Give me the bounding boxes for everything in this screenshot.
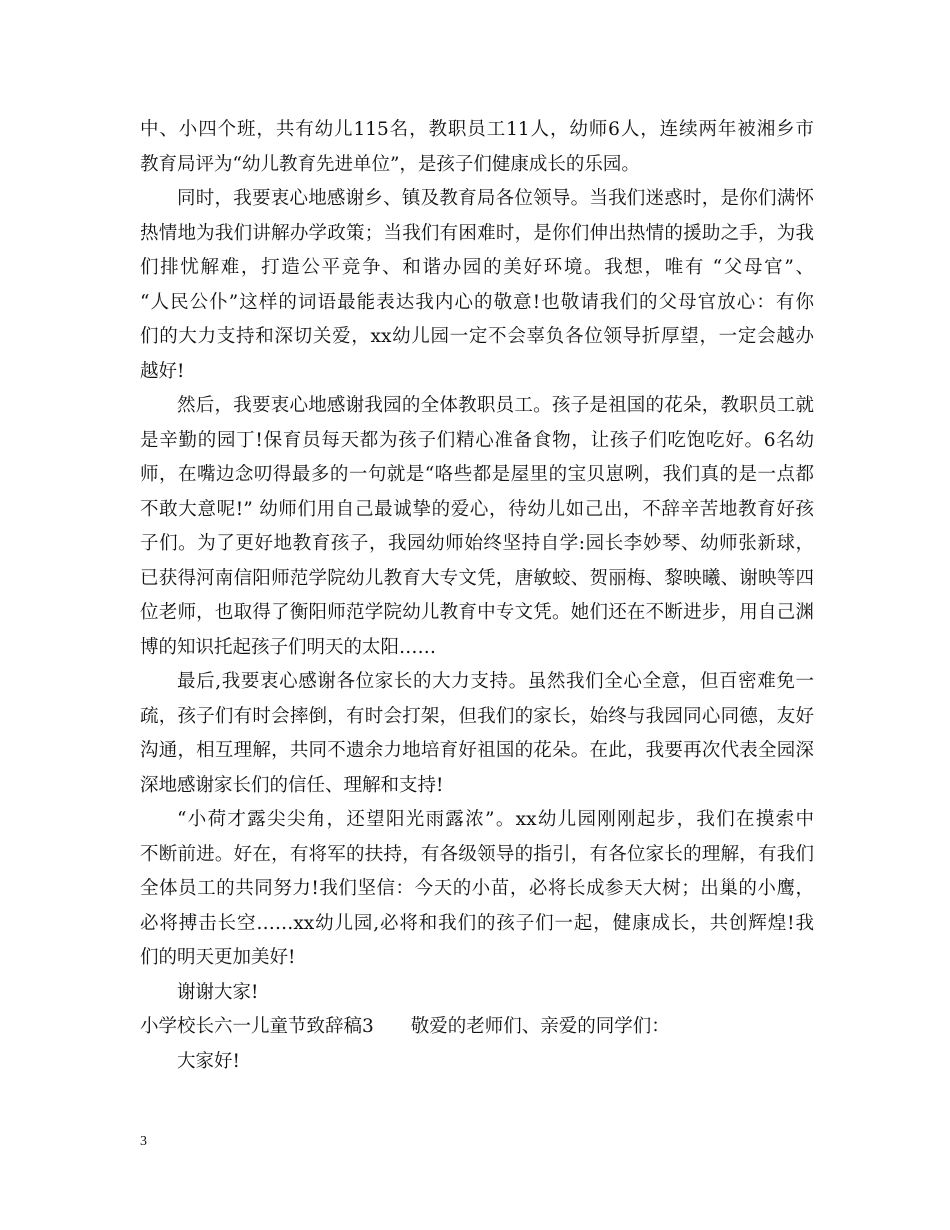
text-line: 已获得河南信阳师范学院幼儿教育大专文凭，唐敏蛟、贺丽梅、黎映曦、谢映等四 bbox=[140, 567, 814, 589]
text-line: 们排忧解难，打造公平竞争、和谐办园的美好环境。我想，唯有 “父母官”、 bbox=[140, 257, 814, 278]
text-line: 中、小四个班，共有幼儿115名，教职员工11人，幼师6人，连续两年被湘乡市 bbox=[140, 119, 814, 140]
text-line: 们的明天更加美好! bbox=[140, 947, 296, 968]
text-line: 深地感谢家长们的信任、理解和支持! bbox=[140, 774, 444, 796]
text-line: 谢谢大家! bbox=[177, 981, 259, 1003]
text-line: 是辛勤的园丁!保育员每天都为孩子们精心准备食物，让孩子们吃饱吃好。6名幼 bbox=[140, 429, 814, 451]
text-line: 越好! bbox=[140, 360, 185, 382]
text-line: “人民公仆”这样的词语最能表达我内心的敬意!也敬请我们的父母官放心：有你 bbox=[140, 291, 814, 313]
text-line: “小荷才露尖尖角，还望阳光雨露浓”。xx幼儿园刚刚起步，我们在摸索中 bbox=[177, 809, 814, 830]
text-line: 位老师，也取得了衡阳师范学院幼儿教育中专文凭。她们还在不断进步，用自己渊 bbox=[140, 602, 814, 623]
text-line: 教育局评为“幼儿教育先进单位”，是孩子们健康成长的乐园。 bbox=[140, 153, 640, 175]
text-line: 大家好! bbox=[177, 1050, 240, 1072]
text-line: 同时，我要衷心地感谢乡、镇及教育局各位领导。当我们迷惑时，是你们满怀 bbox=[177, 188, 814, 209]
document-body bbox=[140, 113, 814, 1079]
text-line: 全体员工的共同努力!我们坚信：今天的小苗，必将长成参天大树；出巢的小鹰， bbox=[140, 878, 815, 899]
text-line: 热情地为我们讲解办学政策；当我们有困难时，是你们伸出热情的援助之手，为我 bbox=[140, 222, 814, 244]
text-line: 不敢大意呢!” 幼师们用自己最诚挚的爱心，待幼儿如己出，不辞辛苦地教育好孩 bbox=[140, 498, 814, 520]
text-line: 沟通，相互理解，共同不遗余力地培育好祖国的花朵。在此，我要再次代表全园深 bbox=[140, 740, 814, 761]
text-line: 师，在嘴边念叨得最多的一句就是“咯些都是屋里的宝贝崽咧，我们真的是一点都 bbox=[140, 464, 814, 485]
text-line: 们的大力支持和深切关爱，xx幼儿园一定不会辜负各位领导折厚望，一定会越办 bbox=[140, 326, 814, 347]
text-line: 然后，我要衷心地感谢我园的全体教职员工。孩子是祖国的花朵，教职员工就 bbox=[177, 395, 814, 416]
text-line: 博的知识托起孩子们明天的太阳…… bbox=[140, 636, 437, 658]
page-number: 3 bbox=[140, 1134, 147, 1149]
text-line: 疏，孩子们有时会摔倒，有时会打架，但我们的家长，始终与我园同心同德，友好 bbox=[140, 705, 814, 727]
text-line: 不断前进。好在，有将军的扶持，有各级领导的指引，有各位家长的理解，有我们 bbox=[140, 843, 814, 865]
text-line: 小学校长六一儿童节致辞稿3 敬爱的老师们、亲爱的同学们： bbox=[140, 1016, 670, 1037]
text-line: 子们。为了更好地教育孩子，我园幼师始终坚持自学:园长李妙琴、幼师张新球， bbox=[140, 533, 814, 554]
text-line: 最后,我要衷心感谢各位家长的大力支持。虽然我们全心全意，但百密难免一 bbox=[177, 671, 814, 692]
text-line: 必将搏击长空……xx幼儿园,必将和我们的孩子们一起，健康成长，共创辉煌!我 bbox=[140, 912, 814, 934]
